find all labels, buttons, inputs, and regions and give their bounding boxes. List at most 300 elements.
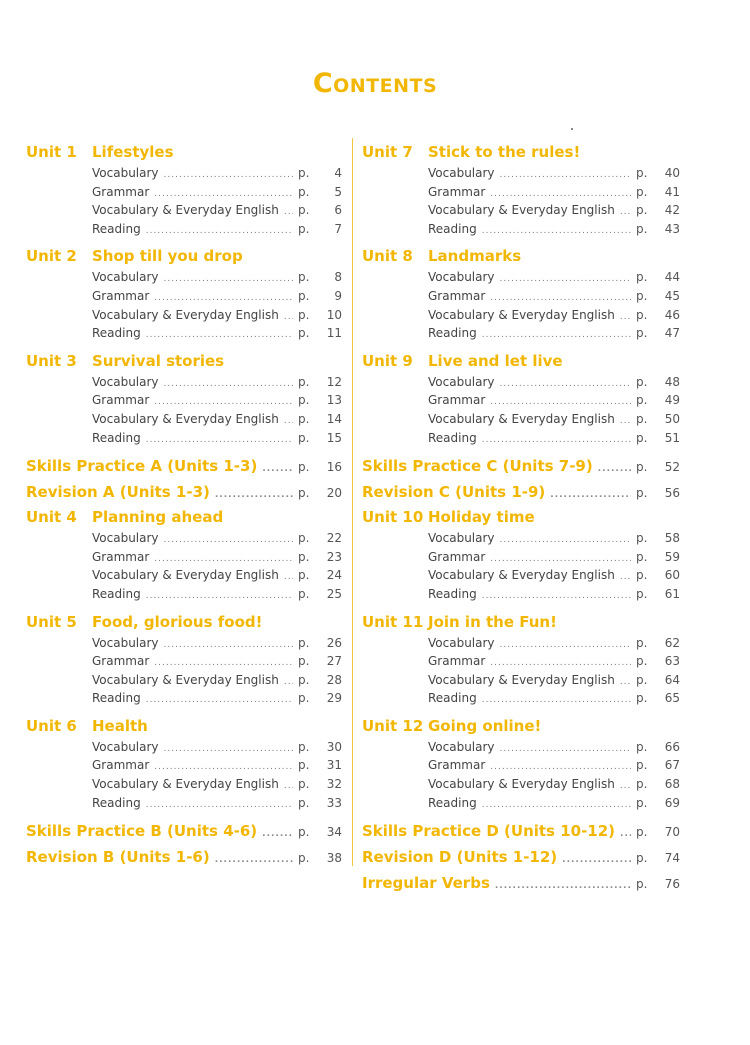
dot-leader bbox=[146, 796, 293, 815]
unit-title: Live and let live bbox=[428, 351, 563, 370]
page-number: 65 bbox=[664, 691, 680, 706]
entry-name: Vocabulary bbox=[428, 635, 495, 650]
entry-name: Reading bbox=[92, 586, 141, 601]
contents-entry bbox=[362, 410, 680, 429]
dot-leader bbox=[284, 568, 293, 587]
page-prefix: p. bbox=[636, 486, 648, 501]
dot-leader bbox=[598, 456, 631, 482]
page-prefix: p. bbox=[636, 568, 648, 583]
dot-leader bbox=[500, 375, 631, 394]
contents-entry bbox=[26, 738, 342, 757]
page-prefix: p. bbox=[298, 326, 310, 341]
page-prefix: p. bbox=[636, 549, 648, 564]
entry-name: Vocabulary bbox=[428, 166, 495, 180]
contents-entry bbox=[362, 391, 680, 410]
page-prefix: p. bbox=[298, 795, 310, 810]
page-prefix: p. bbox=[298, 549, 310, 564]
page-number: 58 bbox=[664, 531, 680, 546]
unit-block bbox=[26, 244, 342, 348]
page-number: 15 bbox=[326, 430, 342, 445]
dot-leader bbox=[146, 431, 293, 450]
dot-leader bbox=[284, 777, 293, 796]
entry-name: Reading bbox=[428, 795, 477, 810]
dot-leader bbox=[164, 375, 293, 394]
unit-title: Join in the Fun! bbox=[428, 612, 557, 631]
dot-leader bbox=[215, 847, 293, 873]
unit-heading bbox=[362, 349, 680, 373]
page-number: 25 bbox=[326, 586, 342, 601]
page-number: 62 bbox=[664, 635, 680, 650]
dot-leader bbox=[482, 431, 631, 450]
contents-entry bbox=[26, 652, 342, 671]
page-prefix: p. bbox=[298, 288, 310, 303]
page-prefix: p. bbox=[298, 430, 310, 445]
page-number: 6 bbox=[334, 203, 342, 218]
unit-label: Unit 8 bbox=[362, 247, 413, 266]
unit-label: Unit 6 bbox=[26, 716, 77, 735]
dot-leader bbox=[620, 412, 631, 431]
unit-label: Unit 3 bbox=[26, 351, 77, 370]
page-prefix: p. bbox=[636, 270, 648, 285]
unit-title: Health bbox=[92, 716, 148, 735]
page-prefix: p. bbox=[636, 307, 648, 322]
entry-name: Vocabulary bbox=[92, 739, 159, 754]
dot-leader bbox=[620, 203, 631, 222]
unit-title: Planning ahead bbox=[92, 508, 224, 527]
unit-label: Unit 1 bbox=[26, 143, 77, 161]
page-prefix: p. bbox=[298, 221, 310, 236]
page-number: 12 bbox=[326, 374, 342, 389]
entry-name: Vocabulary bbox=[428, 270, 495, 285]
contents-entry bbox=[26, 324, 342, 343]
contents-entry bbox=[362, 548, 680, 567]
page-number: 60 bbox=[664, 568, 680, 583]
dot-leader bbox=[262, 821, 293, 847]
special-entry bbox=[26, 818, 342, 844]
unit-heading bbox=[26, 610, 342, 634]
contents-entry bbox=[362, 306, 680, 325]
page-number: 27 bbox=[326, 654, 342, 669]
unit-heading bbox=[362, 505, 680, 529]
entry-name: Grammar bbox=[428, 288, 486, 303]
contents-entry bbox=[26, 268, 342, 287]
page-number: 59 bbox=[664, 549, 680, 564]
unit-label: Unit 12 bbox=[362, 716, 424, 735]
dot-leader bbox=[146, 691, 293, 710]
entry-name: Reading bbox=[428, 586, 477, 601]
contents-entry bbox=[26, 164, 342, 183]
contents-entry bbox=[26, 429, 342, 448]
special-label: Revision D (Units 1-12) bbox=[362, 848, 558, 867]
dot-leader bbox=[164, 531, 293, 550]
entry-name: Vocabulary & Everyday English bbox=[428, 672, 615, 687]
contents-entry bbox=[26, 671, 342, 690]
entry-name: Reading bbox=[92, 326, 141, 341]
page-prefix: p. bbox=[636, 531, 648, 546]
unit-block bbox=[26, 714, 342, 818]
page-number: 63 bbox=[664, 654, 680, 669]
page-prefix: p. bbox=[636, 795, 648, 810]
dot-leader bbox=[500, 531, 631, 550]
unit-block bbox=[26, 140, 342, 244]
entry-name: Vocabulary bbox=[92, 166, 159, 180]
page-number: 4 bbox=[334, 166, 342, 180]
contents-entry bbox=[362, 429, 680, 448]
contents-entry bbox=[362, 794, 680, 813]
unit-block bbox=[362, 505, 680, 609]
contents-entry bbox=[26, 775, 342, 794]
page-number: 8 bbox=[334, 270, 342, 285]
page-number: 56 bbox=[664, 486, 680, 501]
dot-leader bbox=[620, 821, 631, 847]
page-prefix: p. bbox=[636, 877, 648, 892]
page-number: 10 bbox=[326, 307, 342, 322]
dot-leader bbox=[500, 740, 631, 759]
unit-title: Holiday time bbox=[428, 508, 535, 527]
dot-leader bbox=[262, 456, 293, 482]
dot-leader bbox=[164, 166, 293, 185]
page-prefix: p. bbox=[636, 739, 648, 754]
page-number: 28 bbox=[326, 672, 342, 687]
page-number: 40 bbox=[664, 166, 680, 180]
page-number: 42 bbox=[664, 203, 680, 218]
entry-name: Vocabulary bbox=[92, 531, 159, 546]
page-prefix: p. bbox=[298, 460, 310, 475]
contents-entry bbox=[362, 738, 680, 757]
page-prefix: p. bbox=[298, 184, 310, 199]
special-entry bbox=[26, 453, 342, 479]
dot-leader bbox=[482, 222, 631, 241]
dot-leader bbox=[620, 308, 631, 327]
contents-entry bbox=[26, 201, 342, 220]
dot-leader bbox=[500, 270, 631, 289]
page-number: 48 bbox=[664, 374, 680, 389]
entry-name: Vocabulary & Everyday English bbox=[92, 777, 279, 792]
page-prefix: p. bbox=[636, 166, 648, 180]
dot-leader bbox=[482, 691, 631, 710]
unit-heading bbox=[26, 505, 342, 529]
page-prefix: p. bbox=[636, 758, 648, 773]
page-number: 64 bbox=[664, 672, 680, 687]
page-number: 43 bbox=[664, 221, 680, 236]
dot-leader bbox=[164, 740, 293, 759]
dot-leader bbox=[482, 326, 631, 345]
page-number: 13 bbox=[326, 393, 342, 408]
contents-column-left bbox=[26, 140, 342, 870]
unit-title: Shop till you drop bbox=[92, 247, 243, 266]
page-title: Contents bbox=[312, 68, 438, 99]
page-number: 61 bbox=[664, 586, 680, 601]
page-number: 34 bbox=[326, 825, 342, 840]
page-number: 9 bbox=[334, 288, 342, 303]
entry-name: Vocabulary & Everyday English bbox=[428, 411, 615, 426]
contents-entry bbox=[362, 324, 680, 343]
dot-leader bbox=[482, 796, 631, 815]
contents-entry bbox=[362, 183, 680, 202]
page-prefix: p. bbox=[636, 777, 648, 792]
entry-name: Reading bbox=[428, 326, 477, 341]
contents-column-right bbox=[362, 140, 680, 896]
page-prefix: p. bbox=[636, 460, 648, 475]
special-entry bbox=[362, 818, 680, 844]
dot-leader bbox=[284, 412, 293, 431]
dot-leader bbox=[482, 587, 631, 606]
page-prefix: p. bbox=[298, 851, 310, 866]
contents-entry bbox=[26, 566, 342, 585]
entry-name: Vocabulary bbox=[92, 270, 159, 285]
page-number: 68 bbox=[664, 777, 680, 792]
unit-block bbox=[362, 244, 680, 348]
dot-leader bbox=[562, 847, 631, 873]
unit-label: Unit 2 bbox=[26, 247, 77, 266]
dot-leader bbox=[620, 568, 631, 587]
contents-entry bbox=[362, 164, 680, 183]
unit-label: Unit 10 bbox=[362, 508, 424, 527]
entry-name: Vocabulary bbox=[92, 374, 159, 389]
page-number: 20 bbox=[326, 486, 342, 501]
unit-title: Lifestyles bbox=[92, 143, 174, 161]
page-number: 70 bbox=[664, 825, 680, 840]
entry-name: Grammar bbox=[428, 654, 486, 669]
entry-name: Grammar bbox=[428, 549, 486, 564]
entry-name: Reading bbox=[92, 221, 141, 236]
unit-heading bbox=[26, 349, 342, 373]
page-number: 45 bbox=[664, 288, 680, 303]
contents-entry bbox=[26, 634, 342, 653]
contents-entry bbox=[362, 634, 680, 653]
column-divider bbox=[352, 138, 353, 866]
dot-leader bbox=[164, 270, 293, 289]
page-prefix: p. bbox=[298, 825, 310, 840]
dot-leader bbox=[500, 636, 631, 655]
contents-entry bbox=[26, 183, 342, 202]
special-entry bbox=[362, 453, 680, 479]
unit-label: Unit 5 bbox=[26, 612, 77, 631]
contents-entry bbox=[26, 689, 342, 708]
unit-label: Unit 11 bbox=[362, 612, 424, 631]
page-number: 41 bbox=[664, 184, 680, 199]
dot-leader bbox=[146, 326, 293, 345]
dot-leader bbox=[146, 222, 293, 241]
entry-name: Reading bbox=[428, 691, 477, 706]
dot-leader bbox=[284, 203, 293, 222]
page-number: 51 bbox=[664, 430, 680, 445]
entry-name: Vocabulary & Everyday English bbox=[428, 307, 615, 322]
page-prefix: p. bbox=[298, 568, 310, 583]
page-prefix: p. bbox=[298, 203, 310, 218]
unit-title: Survival stories bbox=[92, 351, 225, 370]
page-number: 47 bbox=[664, 326, 680, 341]
page-number: 32 bbox=[326, 777, 342, 792]
contents-entry bbox=[362, 585, 680, 604]
unit-block bbox=[26, 610, 342, 714]
entry-name: Vocabulary bbox=[428, 531, 495, 546]
page-prefix: p. bbox=[636, 203, 648, 218]
page-number: 33 bbox=[326, 795, 342, 810]
contents-entry bbox=[362, 756, 680, 775]
entry-name: Grammar bbox=[428, 758, 486, 773]
contents-entry bbox=[362, 566, 680, 585]
page-number: 66 bbox=[664, 739, 680, 754]
unit-heading bbox=[26, 714, 342, 738]
contents-entry bbox=[362, 671, 680, 690]
contents-entry bbox=[26, 548, 342, 567]
contents-entry bbox=[362, 775, 680, 794]
contents-entry bbox=[26, 373, 342, 392]
entry-name: Reading bbox=[428, 221, 477, 236]
page-prefix: p. bbox=[298, 777, 310, 792]
contents-entry bbox=[26, 756, 342, 775]
contents-entry bbox=[26, 220, 342, 239]
unit-heading bbox=[26, 140, 342, 164]
special-label: Skills Practice B (Units 4-6) bbox=[26, 822, 258, 841]
unit-label: Unit 7 bbox=[362, 143, 413, 161]
special-label: Skills Practice D (Units 10-12) bbox=[362, 822, 616, 841]
page-prefix: p. bbox=[636, 288, 648, 303]
entry-name: Vocabulary & Everyday English bbox=[92, 568, 279, 583]
unit-heading bbox=[362, 714, 680, 738]
contents-entry bbox=[26, 794, 342, 813]
page-number: 26 bbox=[326, 635, 342, 650]
page-prefix: p. bbox=[636, 221, 648, 236]
contents-entry bbox=[362, 689, 680, 708]
entry-name: Grammar bbox=[92, 393, 150, 408]
entry-name: Grammar bbox=[92, 549, 150, 564]
page-prefix: p. bbox=[636, 326, 648, 341]
page-number: 7 bbox=[334, 221, 342, 236]
dot-leader bbox=[620, 777, 631, 796]
page-prefix: p. bbox=[298, 374, 310, 389]
page-prefix: p. bbox=[298, 411, 310, 426]
page-prefix: p. bbox=[636, 430, 648, 445]
page-prefix: p. bbox=[636, 825, 648, 840]
entry-name: Vocabulary & Everyday English bbox=[92, 411, 279, 426]
contents-entry bbox=[26, 410, 342, 429]
special-entry bbox=[26, 844, 342, 870]
entry-name: Grammar bbox=[92, 288, 150, 303]
page-number: 29 bbox=[326, 691, 342, 706]
page-prefix: p. bbox=[298, 307, 310, 322]
page-number: 31 bbox=[326, 758, 342, 773]
page-number: 24 bbox=[326, 568, 342, 583]
contents-entry bbox=[26, 391, 342, 410]
entry-name: Vocabulary & Everyday English bbox=[428, 203, 615, 218]
page-prefix: p. bbox=[298, 586, 310, 601]
special-entry bbox=[26, 479, 342, 505]
special-label: Revision C (Units 1-9) bbox=[362, 483, 546, 502]
scan-speck bbox=[571, 128, 573, 130]
contents-entry bbox=[362, 268, 680, 287]
page-number: 38 bbox=[326, 851, 342, 866]
contents-entry bbox=[362, 373, 680, 392]
entry-name: Grammar bbox=[92, 184, 150, 199]
dot-leader bbox=[284, 308, 293, 327]
page-number: 5 bbox=[334, 184, 342, 199]
unit-block bbox=[26, 349, 342, 453]
page-number: 52 bbox=[664, 460, 680, 475]
page-prefix: p. bbox=[298, 531, 310, 546]
unit-title: Going online! bbox=[428, 716, 542, 735]
dot-leader bbox=[164, 636, 293, 655]
page-number: 23 bbox=[326, 549, 342, 564]
contents-entry bbox=[362, 652, 680, 671]
contents-entry bbox=[362, 287, 680, 306]
entry-name: Reading bbox=[92, 795, 141, 810]
special-entry bbox=[362, 844, 680, 870]
entry-name: Grammar bbox=[92, 758, 150, 773]
entry-name: Vocabulary & Everyday English bbox=[428, 568, 615, 583]
contents-entry bbox=[26, 529, 342, 548]
unit-heading bbox=[362, 610, 680, 634]
unit-title: Food, glorious food! bbox=[92, 612, 263, 631]
contents-entry bbox=[362, 220, 680, 239]
page-prefix: p. bbox=[298, 635, 310, 650]
page-prefix: p. bbox=[298, 672, 310, 687]
unit-label: Unit 9 bbox=[362, 351, 413, 370]
page-prefix: p. bbox=[636, 411, 648, 426]
page-prefix: p. bbox=[636, 635, 648, 650]
page-number: 11 bbox=[326, 326, 342, 341]
entry-name: Grammar bbox=[428, 393, 486, 408]
unit-block bbox=[362, 140, 680, 244]
entry-name: Vocabulary bbox=[428, 739, 495, 754]
page-number: 30 bbox=[326, 739, 342, 754]
page-number: 14 bbox=[326, 411, 342, 426]
page-prefix: p. bbox=[298, 393, 310, 408]
page-prefix: p. bbox=[636, 691, 648, 706]
unit-heading bbox=[26, 244, 342, 268]
special-label: Skills Practice C (Units 7-9) bbox=[362, 457, 593, 476]
page-prefix: p. bbox=[298, 270, 310, 285]
page-number: 50 bbox=[664, 411, 680, 426]
page-prefix: p. bbox=[298, 691, 310, 706]
dot-leader bbox=[495, 873, 631, 899]
contents-entry bbox=[26, 585, 342, 604]
page-prefix: p. bbox=[298, 654, 310, 669]
entry-name: Vocabulary & Everyday English bbox=[92, 672, 279, 687]
entry-name: Vocabulary bbox=[428, 374, 495, 389]
page-prefix: p. bbox=[636, 184, 648, 199]
contents-entry bbox=[26, 287, 342, 306]
contents-entry bbox=[362, 529, 680, 548]
special-label: Revision A (Units 1-3) bbox=[26, 483, 210, 502]
page-prefix: p. bbox=[298, 166, 310, 180]
unit-title: Landmarks bbox=[428, 247, 522, 266]
page-number: 22 bbox=[326, 531, 342, 546]
special-label: Revision B (Units 1-6) bbox=[26, 848, 210, 867]
special-label: Irregular Verbs bbox=[362, 874, 490, 893]
unit-label: Unit 4 bbox=[26, 508, 77, 527]
entry-name: Reading bbox=[92, 691, 141, 706]
entry-name: Reading bbox=[92, 430, 141, 445]
contents-entry bbox=[26, 306, 342, 325]
unit-block bbox=[26, 505, 342, 609]
entry-name: Vocabulary & Everyday English bbox=[92, 203, 279, 218]
page-prefix: p. bbox=[636, 672, 648, 687]
page-number: 69 bbox=[664, 795, 680, 810]
dot-leader bbox=[500, 166, 631, 185]
page-number: 76 bbox=[664, 877, 680, 892]
page-prefix: p. bbox=[636, 586, 648, 601]
page-prefix: p. bbox=[298, 758, 310, 773]
entry-name: Vocabulary bbox=[92, 635, 159, 650]
special-entry bbox=[362, 870, 680, 896]
unit-block bbox=[362, 349, 680, 453]
page-prefix: p. bbox=[636, 851, 648, 866]
page-number: 44 bbox=[664, 270, 680, 285]
page-prefix: p. bbox=[636, 374, 648, 389]
contents-entry bbox=[362, 201, 680, 220]
